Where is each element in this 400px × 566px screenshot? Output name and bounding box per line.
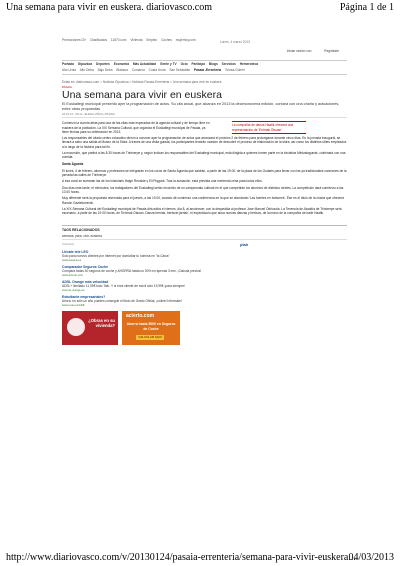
body-paragraph: Dos días más tarde, el miércoles, los trabajadores del Euskaltegi serán recorrido de un campeonato cultural en el que competirán los alumnos de distintos niveles. La competición dará comienzo a las 10.00 horas.	[62, 185, 344, 194]
ads-badge: plah	[240, 241, 249, 247]
nav-item[interactable]: Hemeroteca	[239, 62, 258, 66]
ad-item[interactable]	[62, 250, 347, 263]
subnav-item[interactable]: San Sebastián	[169, 68, 191, 72]
article-headline: Una semana para vivir en euskera	[62, 89, 222, 102]
print-page-number: Página 1 de 1	[339, 2, 394, 13]
ad-title[interactable]: Estudiante empresariales?	[62, 294, 106, 299]
ad-item[interactable]	[62, 265, 347, 278]
renovation-banner[interactable]	[62, 311, 118, 345]
nav-item[interactable]: Portada	[62, 62, 74, 66]
ad-url[interactable]: www.acierto.com	[62, 273, 84, 278]
primary-nav	[62, 60, 347, 68]
ads-header: Publicidad	[62, 242, 74, 246]
current-date: Lunes, 4 marzo 2013	[220, 40, 250, 44]
banner-text: ¿Obras en su vivienda?	[88, 318, 115, 329]
top-bar	[62, 36, 347, 46]
nav-item[interactable]: Economía	[113, 62, 129, 66]
body-paragraph: La excursión, que partirá a las 8.30 horas de Trintxerpe y, según indican los responsables del Euskaltegi municipal, está dirigida a quienes tomen parte en la iniciativa Mintzalagunak, culminará con una comida.	[62, 151, 346, 160]
nav-item[interactable]: Gente y TV	[160, 62, 177, 66]
ad-description: Solo para nuevos clientes por Internet por domiciliar tu nómina en "la Caixa"	[62, 253, 170, 258]
ad-item[interactable]	[62, 295, 347, 308]
tags-list[interactable]: semana, para, vivir, euskera	[62, 234, 347, 240]
top-links	[62, 38, 199, 42]
insurance-banner[interactable]	[122, 311, 180, 345]
top-link[interactable]: Promociones DV	[62, 38, 86, 42]
subnav-item[interactable]: Tolosa-Goierri	[224, 68, 245, 72]
ad-title[interactable]: Llévate tele LEO	[62, 249, 89, 254]
body-paragraph: La XIX Semana Cultural del Euskaltegi municipal de Pasaia dirá adiós el viernes, día 8, al anochecer, con la despedida al profesor Jose Manuel Odriozola. La Tenencia de Alcaldía de Trintxerpe será escenario, a partir de las 19.00 horas, de 'Errimak Otsoan. Danza berriak, bertsoei jarriak', el espectáculo que aúna nuevas danzas y bertsos, de la mano de la compañía de baile Haatik.	[62, 206, 342, 216]
top-link[interactable]: Vivienda	[130, 38, 143, 42]
secondary-nav	[62, 68, 347, 75]
nav-item[interactable]: Blogs	[208, 62, 218, 66]
subnav-item[interactable]: Alto Deba	[79, 68, 94, 72]
top-link[interactable]: Empleo	[146, 38, 158, 42]
ad-description: Ahora, en sólo un año puedes conseguir el título de Grado Oficial, ¡online! Infórmate!	[62, 299, 182, 304]
ad-description: ADSL+ Ilimitado 11,99€ todo Tafu. Y si eres cliente de móvil sólo 19,99€ ¡para siempre!	[62, 283, 185, 288]
body-paragraph: El lunes, 4 de febrero, alumnos y profesores se integrarán en los coros de Santa Águeda que saldrán, a partir de las 19.00, de la plaza de los Gudaris para llevar con las ya tradicionales canciones de la jornada las calles de Trintxerpe.	[62, 168, 347, 178]
print-url: http://www.diariovasco.com/v/20130124/pasaia-errenteria/semana-para-vivir-euskera...	[6, 552, 356, 563]
article-byline: 24.01.13 - 00:11 - ELENA VIÑAS | PASAIA	[62, 112, 347, 118]
related-tags	[62, 225, 347, 239]
calculate-button[interactable]: CALCULAR AQUÍ	[136, 335, 164, 340]
nav-item[interactable]: Servicios	[221, 62, 236, 66]
ads-block	[62, 243, 347, 308]
banner-brand: acierto.com	[126, 313, 155, 320]
subnav-item[interactable]: Bidasoa	[116, 68, 128, 72]
article-page	[62, 36, 347, 351]
login-links	[275, 49, 339, 53]
nav-item[interactable]: Más Actualidad	[132, 62, 157, 66]
top-link[interactable]: mujerhoy.com	[175, 38, 196, 42]
login-link[interactable]: Iniciar sesión con	[286, 49, 312, 53]
ad-title[interactable]: ADSL Orange más velocidad	[62, 279, 109, 284]
tags-header: TAGS RELACIONADOS	[62, 228, 100, 233]
subnav-item[interactable]: Costa Urola	[148, 68, 166, 72]
nav-item[interactable]: Gipuzkoa	[77, 62, 93, 66]
nav-item[interactable]: Participa	[191, 62, 206, 66]
body-paragraph: Los responsables del citado centro educativo dieron a conocer ayer la programación de actos que arrancará el próximo 2 de febrero para prolongarse durante cinco días. En la jornada inaugural, se llevará a cabo una salida al Museo de la Sidra. A través de una visita guiada, los participantes tendrán ocasión de descubrir el proceso de elaboración de la sidra, así como los distintos útiles empleados a lo largo de la historia para tal fin.	[62, 136, 347, 149]
login-row	[62, 46, 347, 60]
banner-row	[62, 311, 347, 351]
banner-photo	[67, 318, 85, 336]
ad-url[interactable]: www.lacaixa.es	[62, 257, 82, 262]
lead-block	[62, 121, 347, 134]
pull-quote: La compañía de danza Haatik ofrecerá una representación de 'Errimak Otsoan'	[232, 121, 306, 133]
subnav-item[interactable]: Comarca	[131, 68, 145, 72]
print-title: Una semana para vivir en euskera. diariovasco.com	[6, 2, 213, 13]
body-paragraph: A esa coral se sumarán las de los txistularis Haigri Recalde y Eli Piqgorà. Tras la actuación, está prevista una merienda cena para todos ellos.	[62, 179, 263, 184]
section-subtitle: Santa Águeda	[62, 162, 84, 167]
ad-url[interactable]: internet.orange.es	[62, 288, 85, 293]
top-link[interactable]: Clasificados	[89, 38, 107, 42]
print-footer	[0, 552, 400, 566]
lead-paragraph: Comenzó la cuenta atrás para una de las citas más esperadas de la agenda cultural y de tiempo libre en euskera de la población. La XIX Semana Cultural, que organiza el Euskaltegi municipal de Pasaia, ya tiene fechas para su celebración en 2013.	[62, 121, 210, 134]
subnav-item-active[interactable]: Pasaia -Errenteria	[194, 68, 222, 72]
register-link[interactable]: Regístrate	[324, 49, 339, 53]
section-tag: PASAIA	[62, 85, 72, 90]
ad-item[interactable]	[62, 280, 347, 293]
print-header	[0, 2, 400, 16]
top-link[interactable]: Coches	[161, 38, 172, 42]
nav-item[interactable]: Ocio	[180, 62, 188, 66]
top-link[interactable]: 11870.com	[110, 38, 127, 42]
subnav-item[interactable]: Alto Urola	[62, 68, 76, 72]
print-date: 04/03/2013	[348, 552, 394, 563]
ad-description: Compara todas 30 seguros de coche y AHORRA hasta un 50% en apenas 3 min. ¡Calcula precios!	[62, 268, 202, 273]
nav-item[interactable]: Deportes	[96, 62, 110, 66]
ad-title[interactable]: Comparador Seguros Coche	[62, 264, 108, 269]
banner-text: Ahorra hasta 500€ en Seguros de Coche	[126, 322, 176, 331]
subnav-item[interactable]: Bajo Deba	[97, 68, 113, 72]
article-subhead: El Euskaltegi municipal presentó ayer la programación de actos. Su cita anual, que alcanza en 2013 la decimonovena edición, contará con una charla y actuaciones, entre otras propuestas	[62, 102, 340, 111]
breadcrumb: Estás en: diariovasco.com > Noticias Gipuzkoa > Noticias Pasaia-Errenteria > Una semana para vivir en euskera	[62, 80, 222, 84]
body-paragraph: Muy diferente será la propuesta reservada para el jueves, a las 19.00, cuando dé comienzo una conferencia en la que se abordarán 'Las fuentes en bolsones'. Ése es el título de la charla que ofrecerá Ramón Gaztelumendi.	[62, 196, 344, 205]
ad-url[interactable]: www.ucav.es/ADE	[62, 303, 85, 308]
